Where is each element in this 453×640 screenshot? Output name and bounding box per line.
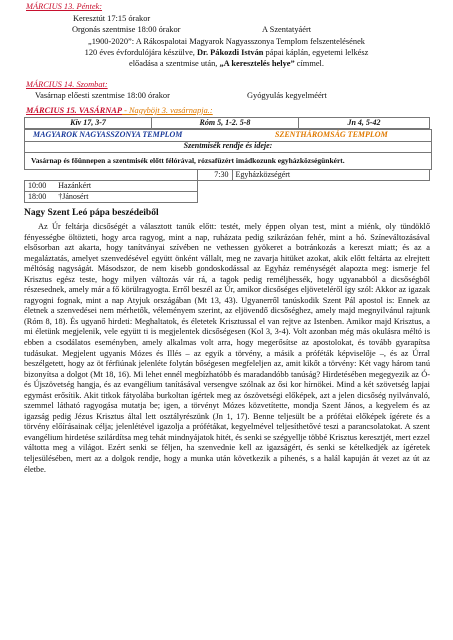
mass-times-table: [24, 169, 430, 203]
march13-lecturer: 120 éves évfordulójára készülve, Dr. Pákozdi István pápai káplán, egyetemi lelkész: [84, 48, 369, 57]
sermon-paragraph: Az Úr feltárja dicsőségét a választott tanúk előtt: testét, mely éppen olyan test, mint a miénk, oly tündöklő fényességbe öltözteti, hogy arca ragyog, mint a nap, ruházata pedig szikrázóan fehér, mint a hó. Színeváltozásával elsősorban azt akarta, hogy tanítványai szívében ne vethessen gyökeret a botránkozás a kereszt miatt; és az a megaláztatás, amelyet szenvedésével együtt önként vállalt, meg ne zavarja hitüket azokat, akik előtt feltárta az elrejtett méltóság nagyságát. Másodszor, de nem kisebb gondoskodással az Egyház reménységét alapozta meg: ismerje fel Krisztus egész teste, hogy milyen változás vár rá, a tagok pedig reméljhessék, hogy ugyanabból a dicsőségből részesednek, amely már a fő körülragyogta. Erről beszél az Úr, amikor dicsőséges eljöveteléről így szól: Akkor az igazak ragyogni fognak, mint a nap Atyjuk országában (Mt 13, 43). Ugyanerről tanúskodik Szent Pál apostol is: Ennek az életnek a szenvedései nem mérhetők, véleményem szerint, az eljövendő dicsőséghez, amely majd megnyilvánul rajtunk (Róm 8, 18). És ugyanő hirdeti: Meghaltatok, és életetek Krisztussal el van rejtve az Istenben. Amikor majd Krisztus, a mi életünk megjelenik, vele együtt ti is megjelentek dicsőségesen (Kol 3, 3-4). Volt azonban még más okulásra méltó is ebben a csodálatos eseményben, amely alkalmas volt arra, hogy megerősítse az apostolokat, és tovább gyarapítsa tudásukat. Megjelent ugyanis Mózes és Illés – az egyik a törvény, a másik a próféták képviselője –, és az Úrral beszélgetett, hogy az öt férfiúnak jelenléte folytán bőségesen megfeleljen az, amit kikőt a törvény: Két vagy három tanú bizonyítsa a dolgot (Mt 18, 16). Mi lehet ennél megbízhatóbb és maradandóbb tanúság? Hirdetésében megegyezik az Ó- és Újszövetség hangja, és az evangélium tanításával versengve szólnak az ősi kor hírnökei. Mind a két szövetség lapjai egymást erősítik. Akit titkok fátyolába burkoltan ígértek meg az ószövetségi előképek, azt a jelen dicsőség nyilvánvaló, szemmel látható ragyogása mutatja be; igen, a törvényt Mózes közvetítette, mondja Szent János, a kegyelem és az igazság pedig Jézus Krisztus által lett osztályrészünk (Jn 1, 17). Benne teljesült be a prófétai előképek ígérete és a törvény előírásainak célja; jelenlétével igazolja a prófétákat, kegyelmével teljesíthetővé teszi a parancsolatokat. A szent evangélium hirdetése szilárdítsa meg tehát mindnyájatok hitét, és senki se szégyellje többé Krisztus keresztjét, mert ezzel váltotta meg a világot. Ezért senki se féljen, ha szenvednie kell az igazságért, és senki se kételkedjék az ígéretek teljesülésében, mert az a dolgok rendje, hogy a munka után következik a pihenés, s a halál kapuján át vezet az út az életbe.: [24, 222, 430, 474]
march15-date: MÁRCIUS 15. VASÁRNAP - Nagyböjt 3. vasárnapja.:: [26, 106, 213, 115]
reading-1: Kiv 17, 3-7: [25, 118, 152, 129]
sermon-title: Nagy Szent Leó pápa beszédeiből: [24, 208, 159, 218]
march13-stations: Keresztút 17:15 órakor: [73, 14, 151, 23]
church-szentharomsag: SZENTHÁROMSÁG TEMPLOM: [275, 130, 388, 139]
mass-intention-3: †Jánosért: [58, 192, 89, 201]
readings-table: [24, 117, 430, 129]
march14-intention: Gyógyulás kegyelméért: [247, 91, 327, 100]
march14-mass: Vasárnap előesti szentmise 18:00 órakor: [35, 91, 170, 100]
march13-intention: A Szentatyáért: [262, 25, 312, 34]
march13-date: MÁRCIUS 13. Péntek:: [26, 2, 103, 11]
sermon-section: [24, 207, 430, 475]
march13-mass: Orgonás szentmise 18:00 órakor: [72, 25, 181, 34]
schedule-notice: Vasárnap és főünnepen a szentmisék előtt félórával, rózsafüzért imádkozunk egyházközségünkért.: [31, 156, 345, 165]
mass-time-2: 10:00 Hazánkért: [25, 181, 198, 192]
mass-time-1: 7:30: [197, 170, 232, 181]
schedule-title: Szentmisék rendje és ideje:: [24, 141, 432, 153]
schedule-notice-box: [24, 152, 432, 170]
march14-date: MÁRCIUS 14. Szombat:: [26, 80, 108, 89]
march13-anniversary: „1900-2020”: A Rákospalotai Magyarok Nagyasszonya Templom felszentelésének: [88, 37, 365, 46]
church-magyarok: MAGYAROK NAGYASSZONYA TEMPLOM: [33, 130, 183, 139]
mass-intention-2: Hazánkért: [58, 181, 92, 190]
march13-lecture: előadása a szentmise után, „A keresztelés helye” címmel.: [129, 59, 324, 68]
mass-time-3: 18:00 †Jánosért: [25, 192, 198, 203]
mass-intention-1: Egyházközségért: [232, 170, 430, 181]
reading-2: Róm 5, 1-2. 5-8: [152, 118, 299, 129]
reading-3: Jn 4, 5-42: [299, 118, 430, 129]
